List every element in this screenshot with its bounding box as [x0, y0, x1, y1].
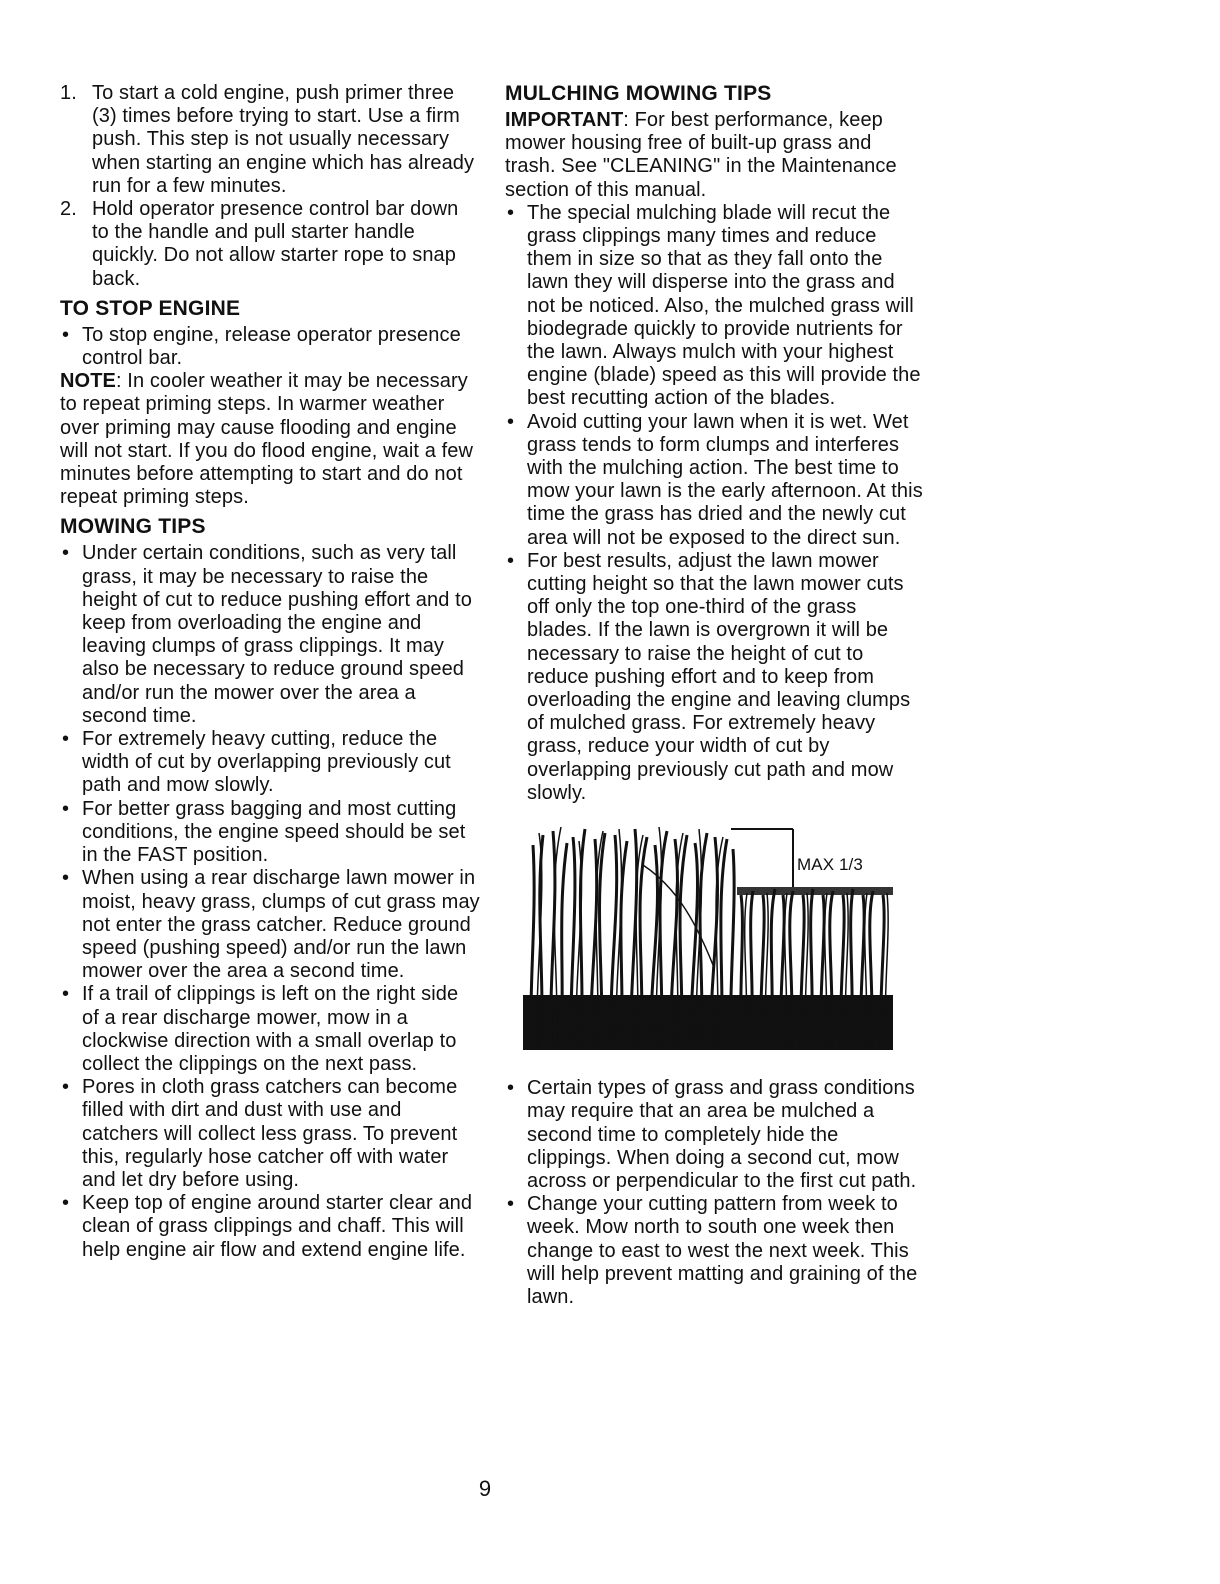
- list-item-text: For best results, adjust the lawn mower cutting height so that the lawn mower cuts off only the top one-third of the grass blades. If the lawn is overgrown it will be necessary to raise the height of cut to reduce pushing effort and to keep from overloading the engine and leaving clumps of mulched grass. For extremely heavy grass, reduce your width of cut by overlapping previously cut path and mow slowly.: [527, 549, 911, 804]
- bullet-icon: •: [62, 797, 70, 820]
- bullet-icon: •: [62, 1076, 70, 1099]
- note-paragraph: [60, 370, 480, 509]
- list-item: [60, 798, 480, 868]
- list-item-text: If a trail of clippings is left on the right side of a rear discharge mower, mow in a clockwise direction with a small overlap to collect the clippings on the next pass.: [82, 983, 459, 1075]
- page-number: 9: [478, 1476, 492, 1501]
- list-item: [60, 324, 480, 370]
- bullet-icon: •: [62, 323, 70, 346]
- list-item-text: To stop engine, release operator presence control bar.: [82, 323, 461, 370]
- list-item: [505, 1077, 925, 1193]
- list-item: [505, 411, 925, 550]
- list-item-text: When using a rear discharge lawn mower in moist, heavy grass, clumps of cut grass may not enter the grass catcher. Reduce ground speed (pushing speed) and/or run the lawn mower over the area a second time.: [82, 867, 480, 983]
- list-item: [505, 1193, 925, 1309]
- list-item-text: Under certain conditions, such as very tall grass, it may be necessary to raise the height of cut to reduce pushing effort and to keep from overloading the engine and leaving clumps of grass clippings. It may also be necessary to reduce ground speed and/or run the mower over the area a second time.: [82, 542, 472, 727]
- list-item: [505, 202, 925, 411]
- stop-engine-list: [60, 324, 480, 370]
- bullet-icon: •: [507, 549, 515, 572]
- step-text: To start a cold engine, push primer three (3) times before trying to start. Use a firm push. This step is not usually necessary when starting an engine which has already run for a few minutes.: [92, 82, 475, 197]
- bullet-icon: •: [507, 410, 515, 433]
- list-item: [60, 1076, 480, 1192]
- mulching-tips-list: [505, 202, 925, 805]
- bullet-icon: •: [62, 867, 70, 890]
- step-item: [60, 82, 480, 198]
- step-number: 1.: [60, 82, 77, 104]
- list-item-text: For extremely heavy cutting, reduce the width of cut by overlapping previously cut path and mow slowly.: [82, 728, 451, 797]
- list-item: [60, 542, 480, 728]
- list-item: [60, 728, 480, 798]
- list-item-text: The special mulching blade will recut the grass clippings many times and reduce them in size so that as they fall onto the lawn they will disperse into the grass and not be noticed. Also, the mulched grass will biodegrade quickly to provide nutrients for the lawn. Always mulch with your highest engine (blade) speed as this will provide the best recutting action of the blades.: [527, 201, 921, 410]
- list-item-text: For better grass bagging and most cutting conditions, the engine speed should be set in the FAST position.: [82, 797, 466, 867]
- step-text: Hold operator presence control bar down to the handle and pull starter handle quickly. Do not allow starter rope to snap back.: [92, 198, 459, 290]
- list-item-text: Avoid cutting your lawn when it is wet. Wet grass tends to form clumps and interferes with the mulching action. The best time to mow your lawn is the early afternoon. At this time the grass has dried and the newly cut area will not be exposed to the direct sun.: [527, 410, 923, 549]
- mowing-tips-list: [60, 542, 480, 1261]
- step-item: [60, 198, 480, 291]
- list-item-text: Change your cutting pattern from week to week. Mow north to south one week then change to east to west the next week. This will help prevent matting and graining of the lawn.: [527, 1193, 918, 1308]
- additional-tips-list: [505, 1077, 925, 1309]
- stop-engine-heading: TO STOP ENGINE: [60, 296, 241, 320]
- list-item: [60, 1192, 480, 1262]
- list-item-text: Keep top of engine around starter clear and clean of grass clippings and chaff. This will help engine air flow and extend engine life.: [82, 1192, 473, 1261]
- bullet-icon: •: [507, 201, 515, 224]
- bullet-icon: •: [62, 1192, 70, 1215]
- important-label: IMPORTANT: [505, 109, 624, 131]
- list-item-text: Pores in cloth grass catchers can become filled with dirt and dust with use and catchers will collect less grass. To prevent this, regularly hose catcher off with water and let dry before using.: [82, 1076, 458, 1191]
- bullet-icon: •: [62, 728, 70, 751]
- step-number: 2.: [60, 198, 77, 221]
- right-column: [505, 82, 925, 1309]
- note-label: NOTE: [60, 370, 116, 393]
- bullet-icon: •: [62, 983, 70, 1006]
- list-item: [505, 550, 925, 805]
- list-item: [60, 983, 480, 1076]
- mowing-tips-heading: MOWING TIPS: [60, 515, 206, 539]
- important-text: : For best performance, keep mower housing free of built-up grass and trash. See "CLEANING" in the Maintenance section of this manual.: [505, 109, 897, 201]
- bullet-icon: •: [507, 1193, 515, 1216]
- starting-steps: [60, 82, 480, 291]
- list-item: [60, 867, 480, 983]
- grass-cut-height-figure: [505, 825, 925, 1065]
- note-text: : In cooler weather it may be necessary to repeat priming steps. In warmer weather over priming may cause flooding and engine will not start. If you do flood engine, wait a few minutes before attempting to start and do not repeat priming steps.: [60, 370, 473, 509]
- list-item-text: Certain types of grass and grass conditions may require that an area be mulched a second time to completely hide the clippings. When doing a second cut, mow across or perpendicular to the first cut path.: [527, 1077, 917, 1192]
- max-cut-label: MAX 1/3: [797, 855, 863, 875]
- bullet-icon: •: [62, 542, 70, 565]
- bullet-icon: •: [507, 1077, 515, 1100]
- left-column: [60, 82, 480, 1262]
- important-paragraph: [505, 109, 925, 202]
- mulching-tips-heading: MULCHING MOWING TIPS: [505, 82, 772, 105]
